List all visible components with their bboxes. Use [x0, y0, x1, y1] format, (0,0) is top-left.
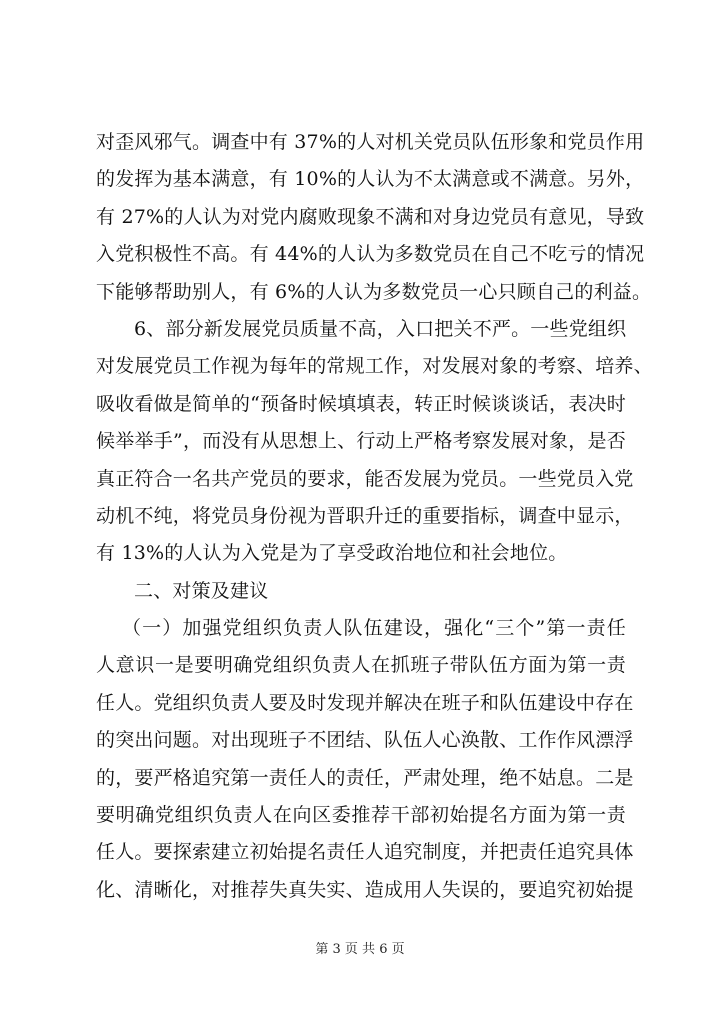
text-line: 的发挥为基本满意，有 10%的人认为不太满意或不满意。另外，	[96, 168, 645, 191]
text-line: 下能够帮助别人，有 6%的人认为多数党员一心只顾自己的利益。	[96, 280, 652, 303]
text-line: 任人。要探索建立初始提名责任人追究制度，并把责任追究具体	[96, 841, 634, 864]
text-line: 人意识一是要明确党组织负责人在抓班子带队伍方面为第一责	[96, 654, 626, 677]
text-line: 任人。党组织负责人要及时发现并解决在班子和队伍建设中存在	[96, 691, 634, 714]
text-line: 有 27%的人认为对党内腐败现象不满和对身边党员有意见，导致	[96, 205, 645, 228]
text-line: 入党积极性不高。有 44%的人认为多数党员在自己不吃亏的情况	[96, 243, 645, 266]
document-body	[96, 124, 653, 909]
page-footer: 第 3 页 共 6 页	[315, 942, 405, 957]
text-line: 候举举手”，而没有从思想上、行动上严格考察发展对象，是否	[96, 430, 626, 453]
text-line: 的突出问题。对出现班子不团结、队伍人心涣散、工作作风漂浮	[96, 729, 634, 752]
subsection-heading-line: （一）加强党组织负责人队伍建设，强化“三个”第一责任	[122, 617, 626, 640]
text-line: 真正符合一名共产党员的要求，能否发展为党员。一些党员入党	[96, 467, 634, 490]
text-line: 有 13%的人认为入党是为了享受政治地位和社会地位。	[96, 542, 568, 565]
text-line: 要明确党组织负责人在向区委推荐干部初始提名方面为第一责	[96, 804, 626, 827]
text-line: 动机不纯，将党员身份视为晋职升迁的重要指标，调查中显示，	[96, 504, 634, 527]
text-line: 对歪风邪气。调查中有 37%的人对机关党员队伍形象和党员作用	[96, 131, 645, 153]
paragraph-start-line: 6、部分新发展党员质量不高，入口把关不严。一些党组织	[134, 317, 627, 340]
text-line: 对发展党员工作视为每年的常规工作，对发展对象的考察、培养、	[96, 355, 653, 378]
text-line: 的，要严格追究第一责任人的责任，严肃处理，绝不姑息。二是	[96, 766, 634, 789]
text-line: 吸收看做是简单的“预备时候填填表，转正时候谈谈话，表决时	[96, 392, 626, 415]
section-heading: 二、对策及建议	[134, 579, 269, 602]
text-line: 化、清晰化，对推荐失真失实、造成用人失误的，要追究初始提	[96, 878, 634, 901]
